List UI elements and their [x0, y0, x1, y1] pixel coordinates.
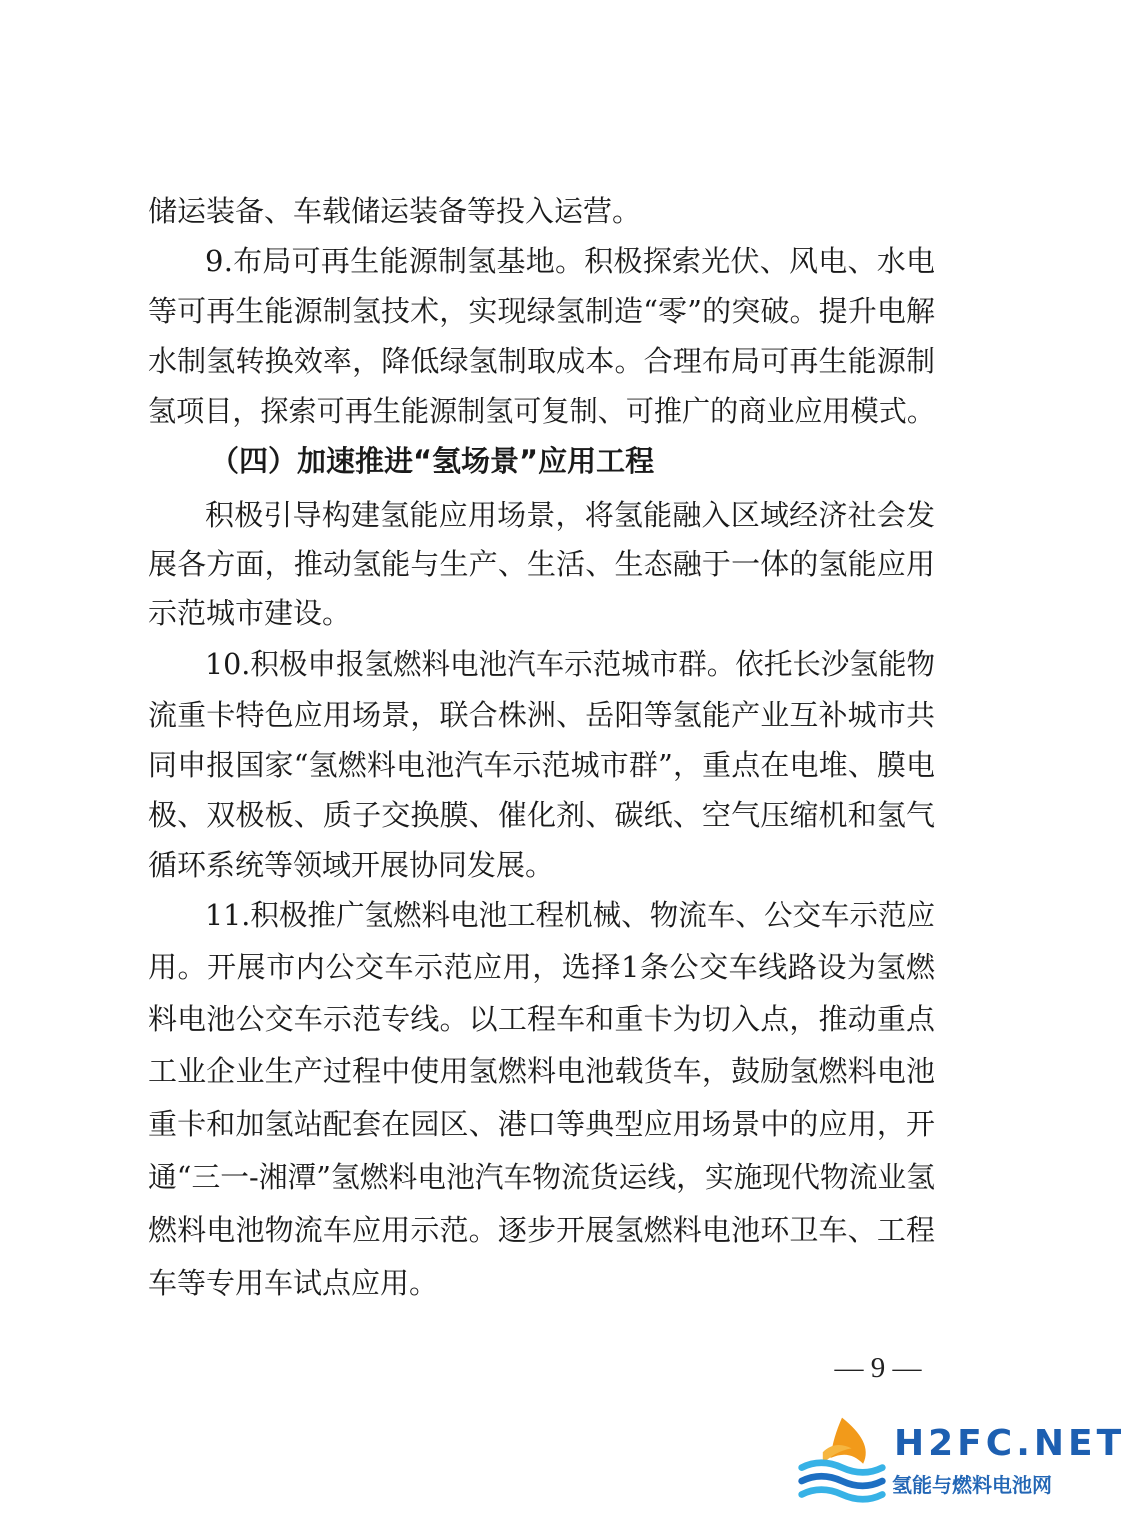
text-line [0, 1256, 1075, 1310]
line-text: 氢项目，探索可再生能源制氢可复制、可推广的商业应用模式。 [148, 394, 935, 428]
text-line [0, 184, 1075, 238]
section-heading-text: （四）加速推进“氢场景”应用工程 [210, 444, 655, 478]
line-text: 11.积极推广氢燃料电池工程机械、物流车、公交车示范应 [205, 898, 935, 932]
line-text: 展各方面，推动氢能与生产、生活、生态融于一体的氢能应用 [148, 547, 936, 581]
line-text: 燃料电池物流车应用示范。逐步开展氢燃料电池环卫车、工程 [148, 1213, 936, 1247]
line-text: 工业企业生产过程中使用氢燃料电池载货车，鼓励氢燃料电池 [148, 1054, 936, 1088]
line-text: 水制氢转换效率，降低绿氢制取成本。合理布局可再生能源制 [148, 344, 936, 378]
line-text: 积极引导构建氢能应用场景，将氢能融入区域经济社会发 [205, 498, 936, 532]
line-text: 等可再生能源制氢技术，实现绿氢制造“零”的突破。提升电解 [148, 294, 936, 328]
text-line [0, 284, 1075, 338]
text-line [0, 788, 1075, 842]
text-line [0, 637, 1075, 691]
text-line [0, 1203, 1075, 1257]
text-line [0, 738, 1075, 792]
text-line [0, 1044, 1075, 1098]
text-line [0, 838, 1075, 892]
line-text: 料电池公交车示范专线。以工程车和重卡为切入点，推动重点 [148, 1002, 936, 1036]
watermark-site-name: 氢能与燃料电池网 [892, 1473, 1052, 1497]
site-watermark [786, 1404, 1125, 1520]
text-line [0, 334, 1075, 388]
line-text: 9.布局可再生能源制氢基地。积极探索光伏、风电、水电 [205, 244, 936, 278]
text-line [0, 1097, 1075, 1151]
text-line [0, 234, 1075, 288]
line-text: 重卡和加氢站配套在园区、港口等典型应用场景中的应用，开 [148, 1107, 936, 1141]
text-line [0, 384, 1075, 438]
line-text: 同申报国家“氢燃料电池汽车示范城市群”，重点在电堆、膜电 [148, 748, 936, 782]
text-line [0, 688, 1075, 742]
line-text: 流重卡特色应用场景，联合株洲、岳阳等氢能产业互补城市共 [148, 698, 936, 732]
text-line [0, 537, 1075, 591]
text-line [0, 992, 1075, 1046]
text-line [0, 1150, 1075, 1204]
h2fc-logo-icon [794, 1410, 890, 1506]
text-line [0, 488, 1075, 542]
line-text: 车等专用车试点应用。 [148, 1266, 439, 1300]
page-number: — 9 — [834, 1352, 922, 1384]
line-text: 储运装备、车载储运装备等投入运营。 [148, 194, 642, 228]
text-line [0, 586, 1075, 640]
line-text: 极、双极板、质子交换膜、催化剂、碳纸、空气压缩机和氢气 [148, 798, 936, 832]
section-heading [0, 434, 1075, 488]
line-text: 循环系统等领域开展协同发展。 [148, 848, 555, 882]
line-text: 10.积极申报氢燃料电池汽车示范城市群。依托长沙氢能物 [205, 647, 935, 681]
line-text: 通“三一-湘潭”氢燃料电池汽车物流货运线，实施现代物流业氢 [148, 1160, 935, 1194]
text-line [0, 888, 1075, 942]
line-text: 示范城市建设。 [148, 596, 352, 630]
text-line [0, 940, 1075, 994]
watermark-domain: H2FC.NET [894, 1423, 1125, 1464]
line-text: 用。开展市内公交车示范应用，选择1条公交车线路设为氢燃 [148, 950, 936, 984]
